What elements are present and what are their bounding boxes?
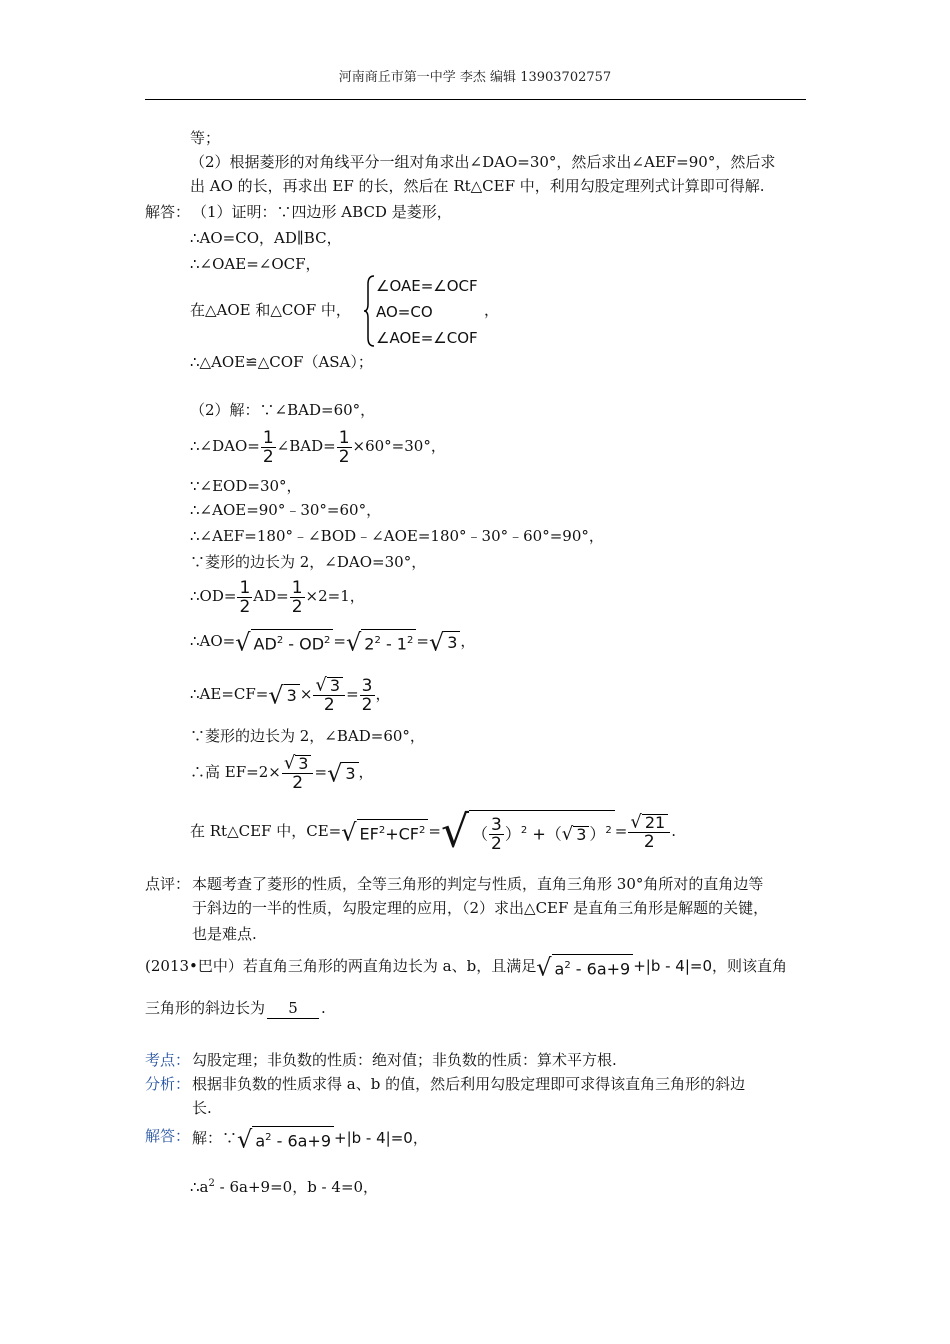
text-line: 在△AOE 和△COF 中， [190,301,351,319]
system-eq-3: ∠AOE=∠COF [376,329,478,347]
sqrt-icon: √ 3 [268,675,299,716]
question-line: 三角形的斜边长为 5 . [145,999,326,1017]
fraction: $\frac{1}{2}$ [291,577,303,617]
sqrt-icon: √ $EF^2+CF^2$ [341,807,428,858]
text-line: （1）证明：∵四边形 ABCD 是菱形， [192,203,452,221]
text-line: ∴∠AOE=90°﹣30°=60°， [190,501,382,519]
question-line: (2013•巴中）若直角三角形的两直角边长为 a、b，且满足√ $a^2 - 6a+9 +|b - 4|=0$，则该直角 [145,948,787,985]
sqrt-icon: √ （ $\frac{3}{2}$ ）$^2$ +（√ 3 ）$^2$ [441,807,615,858]
text-line: 根据非负数的性质求得 a、b 的值，然后利用勾股定理即可求得该直角三角形的斜边 [192,1075,746,1093]
text-line: 也是难点. [192,925,257,943]
text-line: ∴AO=CO，AD∥BC， [190,229,342,247]
equation-line: 解：∵√ $a^2 - 6a+9 +|b - 4|=0$， [192,1122,428,1155]
page-header: 河南商丘市第一中学 李杰 编辑 13903702757 [338,70,612,85]
equation-line: ∴OD= $\frac{1}{2}$ AD= $\frac{1}{2}$ ×2=1， [190,577,365,617]
text-line: （2）根据菱形的对角线平分一组对角求出∠DAO=30°，然后求出∠AEF=90°，然后求 [190,153,776,171]
system-eq-1: ∠OAE=∠OCF [376,277,478,295]
text-line: ∵菱形的边长为 2，∠DAO=30°， [190,553,427,571]
system-eq-2: AO=CO [376,303,433,321]
sqrt-icon: √ 3 [327,753,358,794]
sqrt-icon: √ 3 [429,625,460,660]
dianping-label: 点评： [145,875,191,893]
text-line: （2）解：∵∠BAD=60°， [190,401,376,419]
sqrt-icon: √ $a^2 - 6a+9$ [237,1123,334,1156]
text-line: ∴△AOE≌△COF（ASA）； [190,353,373,371]
text-line: ∴∠OAE=∠OCF， [190,255,321,273]
sqrt-icon: √ $a^2 - 6a+9$ [536,949,633,986]
fraction: $\frac{√ 21}{2}$ [628,813,670,851]
fraction: $\frac{3}{2}$ [361,675,373,715]
text-line: 本题考查了菱形的性质，全等三角形的判定与性质，直角三角形 30°角所对的直角边等 [192,875,764,893]
kaodian-label: 考点： [145,1051,191,1069]
text-line: ∴∠AEF=180°﹣∠BOD﹣∠AOE=180°﹣30°﹣60°=90°， [190,527,604,545]
answer-blank: 5 [267,998,319,1019]
jieda-label: 解答： [145,203,191,221]
equation-line: $\therefore a^2 - 6a+9=0$，b - 4=0， [190,1178,379,1196]
comma: ， [484,301,500,319]
equation-line: ∴AO=√ $AD^2 - OD^2$ =√ $2^2 - 1^2$ =√ 3 ， [190,624,475,659]
text-line: 于斜边的一半的性质，勾股定理的应用，（2）求出△CEF 是直角三角形是解题的关键， [192,899,769,917]
header-rule [145,99,806,100]
sqrt-icon: √ $AD^2 - OD^2$ [235,625,333,660]
equation-line: ∴AE=CF=√ 3 × $\frac{√ 3}{2}$ = $\frac{3}{2}$ ， [190,674,391,715]
text-line: 等； [190,129,221,147]
text-line: ∵∠EOD=30°， [190,477,302,495]
fraction: $\frac{3}{2}$ [491,815,502,855]
fraction: $\frac{1}{2}$ [239,577,251,617]
fraction: $\frac{1}{2}$ [338,427,350,467]
text-line: 出 AO 的长，再求出 EF 的长，然后在 Rt△CEF 中，利用勾股定理列式计算即可得解. [190,177,765,195]
equation-line: ∴高 EF=2× $\frac{√ 3}{2}$ =√ 3 ， [190,752,374,793]
jieda2-label: 解答： [145,1127,191,1145]
text-line: 长. [192,1099,212,1117]
text-line: ∵菱形的边长为 2，∠BAD=60°， [190,727,425,745]
sqrt-icon: √ $2^2 - 1^2$ [346,625,416,660]
fraction: $\frac{1}{2}$ [262,427,274,467]
equation-line: 在 Rt△CEF 中，CE=√ $EF^2+CF^2$ =√ （ $\frac{3}{2}$ ）$^2$ +（√ 3 ）$^2$ = $\frac{√ 21}{2}$ . [190,806,676,858]
text-line: 勾股定理；非负数的性质：绝对值；非负数的性质：算术平方根. [192,1051,617,1069]
fraction: $\frac{√ 3}{2}$ [282,754,314,792]
fraction: $\frac{√ 3}{2}$ [313,676,345,714]
equation-line: ∴∠DAO= $\frac{1}{2}$ ∠BAD= $\frac{1}{2}$ ×60°=30°， [190,427,446,467]
fenxi-label: 分析： [145,1075,191,1093]
